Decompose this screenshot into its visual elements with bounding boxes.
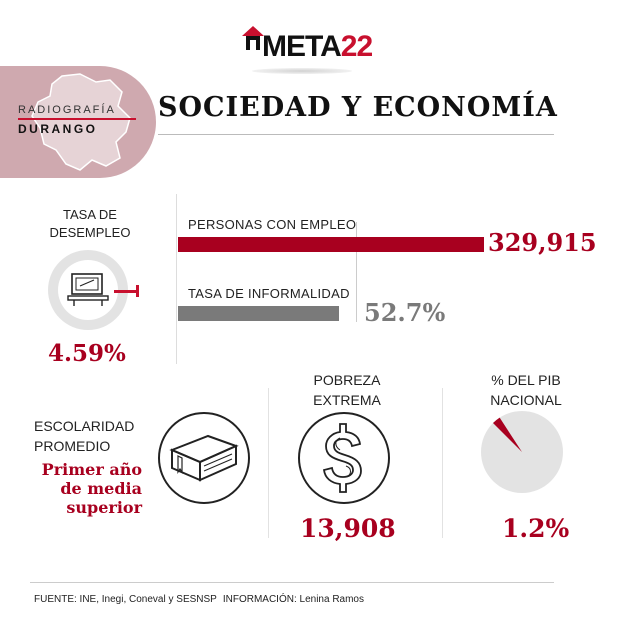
employment-value: 329,915 bbox=[488, 228, 597, 257]
unemployment-indicator bbox=[114, 290, 138, 293]
informality-label: TASA DE INFORMALIDAD bbox=[188, 286, 350, 301]
unemployment-value: 4.59% bbox=[48, 340, 126, 367]
logo-number: 22 bbox=[340, 30, 373, 63]
informality-value: 52.7% bbox=[364, 298, 446, 327]
book-icon bbox=[164, 428, 244, 488]
unemployment-label-line1: TASA DE bbox=[63, 207, 117, 222]
gdp-label bbox=[474, 370, 578, 410]
poverty-label-line2: EXTREMA bbox=[313, 392, 381, 408]
schooling-label-line2: PROMEDIO bbox=[34, 438, 111, 454]
logo bbox=[262, 30, 372, 64]
header-state: DURANGO bbox=[18, 122, 98, 136]
employment-label: PERSONAS CON EMPLEO bbox=[188, 217, 357, 232]
footer bbox=[34, 594, 364, 605]
dollar-icon bbox=[318, 420, 368, 494]
schooling-label-line1: ESCOLARIDAD bbox=[34, 418, 135, 434]
gdp-label-line2: NACIONAL bbox=[490, 392, 562, 408]
title-divider bbox=[158, 134, 554, 135]
poverty-label-line1: POBREZA bbox=[313, 372, 381, 388]
unemployment-label-line2: DESEMPLEO bbox=[49, 225, 131, 240]
schooling-value-line1: Primer año bbox=[41, 460, 142, 479]
schooling-value-line2: de media bbox=[60, 479, 142, 498]
employment-bar bbox=[178, 237, 484, 252]
schooling-label bbox=[34, 416, 134, 456]
column-divider bbox=[442, 388, 443, 538]
footer-info: INFORMACIÓN: Lenina Ramos bbox=[222, 594, 364, 605]
section-title: SOCIEDAD Y ECONOMÍA bbox=[158, 92, 558, 123]
pie-chart-icon bbox=[480, 410, 564, 494]
header-label bbox=[18, 104, 136, 136]
bar-axis bbox=[176, 194, 177, 364]
office-worker-icon bbox=[66, 272, 110, 308]
logo-word: META bbox=[262, 30, 341, 63]
footer-divider bbox=[30, 582, 554, 583]
unemployment-label bbox=[30, 206, 150, 242]
column-divider bbox=[268, 388, 269, 538]
logo-shadow bbox=[252, 68, 352, 74]
footer-source: FUENTE: INE, Inegi, Coneval y SESNSP bbox=[34, 594, 217, 605]
schooling-value bbox=[30, 460, 142, 517]
header-rule bbox=[18, 118, 136, 120]
unemployment-indicator-cap bbox=[136, 285, 139, 297]
informality-bar bbox=[178, 306, 339, 321]
poverty-label bbox=[290, 370, 404, 410]
header-subtitle: RADIOGRAFÍA bbox=[18, 104, 116, 116]
gdp-value: 1.2% bbox=[502, 514, 570, 543]
schooling-value-line3: superior bbox=[66, 498, 142, 517]
poverty-value: 13,908 bbox=[300, 514, 396, 543]
gdp-label-line1: % DEL PIB bbox=[491, 372, 561, 388]
